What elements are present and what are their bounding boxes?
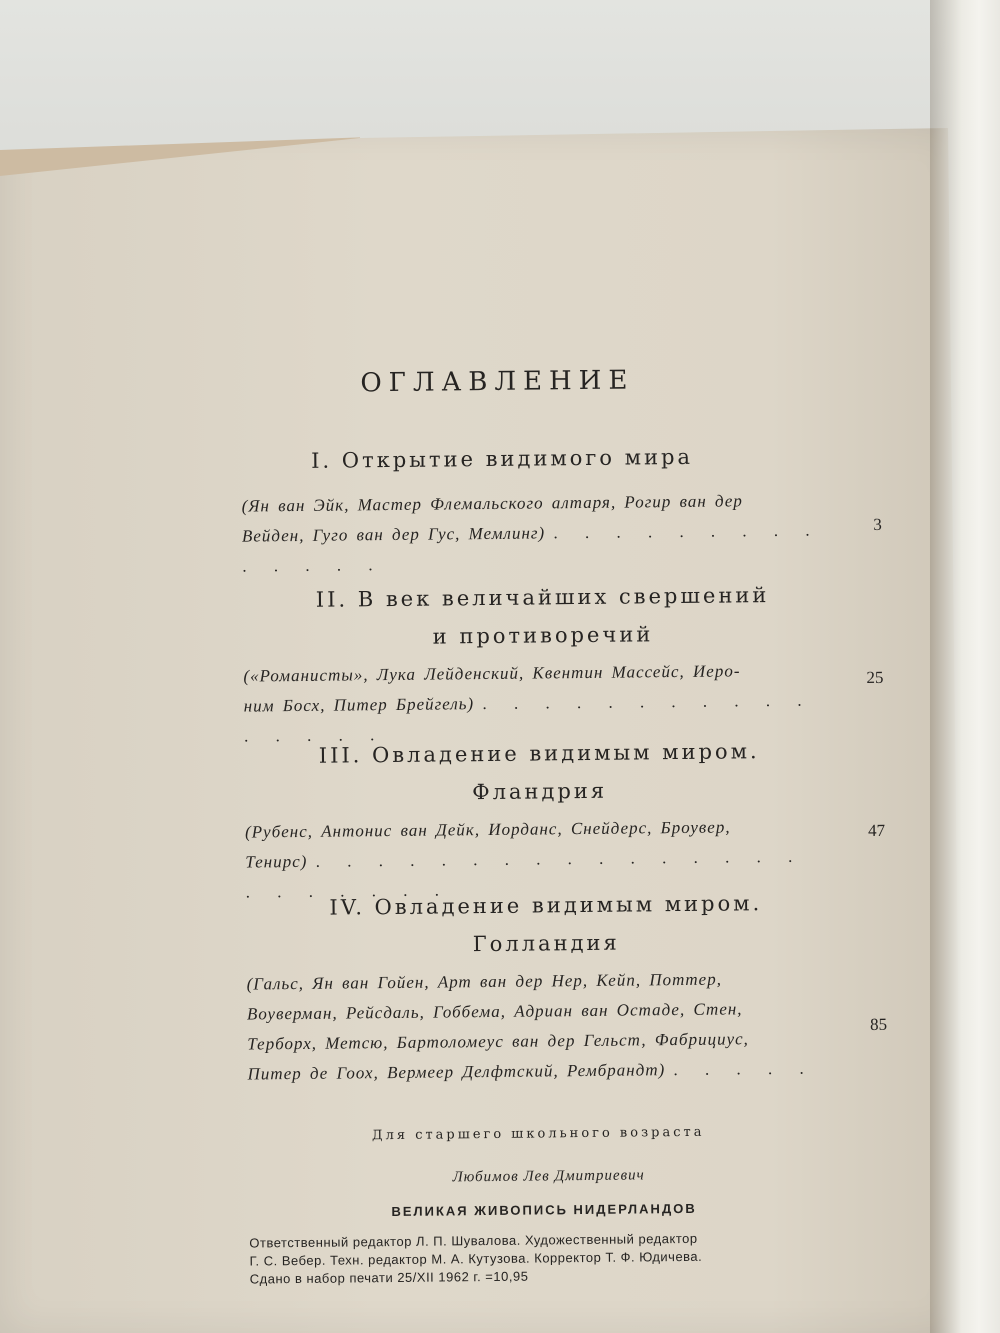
section-heading [296,884,797,965]
credits [249,1228,850,1288]
page-number: 25 [866,667,884,688]
section-description-line: (Рубенс, Антонис ван Дейк, Иорданс, Снейдерс, Броувер, [244,817,731,842]
section-description-line: Тенирс) . . . . . . . . . . . . . . . . . . . . . . . [245,846,803,902]
section-heading-line: и противоречий [432,622,654,649]
section-description-line: (Ян ван Эйк, Мастер Флемальского алтаря, Рогир ван дер [241,491,743,516]
page-gutter [930,0,1000,1333]
section-description-line: Питер де Гоох, Вермеер Делфтский, Рембрандт) . . . . . [247,1058,814,1084]
toc-title: ОГЛАВЛЕНИЕ [360,365,635,399]
section-heading-line: III. Овладение видимым миром. [318,739,760,768]
credit-line: Ответственный редактор Л. П. Шувалова. Художественный редактор [249,1230,698,1251]
section-heading-line: Голландия [472,930,620,957]
page-number: 85 [870,1014,888,1035]
leader-dots: . . . . . . . . . . . . . . . . . . . . . . . [245,846,803,902]
section-description [241,485,822,581]
leader-dots: . . . . . . . . . . . . . . [242,520,820,576]
section-heading-line: II. В век величайших свершений [315,583,770,612]
leader-dots: . . . . . . . . . . . . . . . . [243,690,812,746]
leader-dots: . . . . . [673,1058,814,1080]
section-heading [282,576,803,657]
section-heading-line: Фландрия [472,778,608,805]
page-number: 3 [873,514,882,534]
page-number: 47 [867,820,886,841]
book-title: ВЕЛИКАЯ ЖИВОПИСЬ НИДЕРЛАНДОВ [391,1200,697,1220]
section-description [246,963,827,1089]
section-description-line: Воуверман, Рейсдаль, Гоббема, Адриан ван Остаде, Стен, [246,999,743,1024]
credit-line: Г. С. Вебер. Техн. редактор М. А. Кутузова. Корректор Т. Ф. Юдичева. [249,1248,703,1269]
section-description-line: Вейден, Гуго ван дер Гус, Мемлинг) . . . . . . . . . . . . . . [241,520,820,576]
section-description-line: Терборх, Метсю, Бартоломеус ван дер Гельст, Фабрициус, [247,1029,749,1054]
credit-line: Сдано в набор печати 25/XII 1962 г. =10,95 [249,1268,529,1287]
section-heading [311,445,693,473]
section-description-line: (Гальс, Ян ван Гойен, Арт ван дер Нер, Кейп, Поттер, [246,969,722,994]
section-heading-line: IV. Овладение видимым миром. [329,891,763,920]
section-heading [304,732,775,813]
section-description-line: ним Босх, Питер Брейгель) . . . . . . . . . . . . . . . . [243,690,812,746]
author-name: Любимов Лев Дмитриевич [452,1167,645,1186]
section-description-line: («Романисты», Лука Лейденский, Квентин Массейс, Иеро- [243,661,741,686]
audience-note: Для старшего школьного возраста [371,1124,705,1144]
section-heading-line: I. Открытие видимого мира [311,444,694,473]
